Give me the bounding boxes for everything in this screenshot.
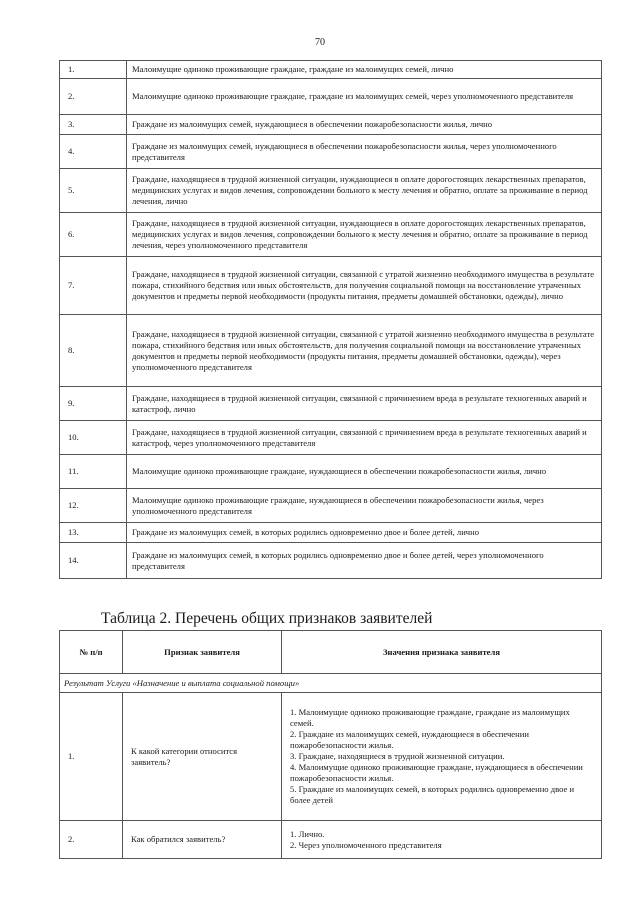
row-number: 11. bbox=[60, 455, 127, 489]
row-values bbox=[282, 821, 602, 859]
section-title: Результат Услуги «Назначение и выплата социальной помощи» bbox=[60, 674, 602, 693]
row-text: Граждане из малоимущих семей, в которых родились одновременно двое и более детей, лично bbox=[127, 523, 602, 543]
table-row bbox=[60, 115, 602, 135]
table-row bbox=[60, 543, 602, 579]
table-row bbox=[60, 693, 602, 821]
table-row bbox=[60, 257, 602, 315]
row-text: Граждане из малоимущих семей, нуждающиеся в обеспечении пожаробезопасности жилья, через уполномоченного представителя bbox=[127, 135, 602, 169]
row-number: 1. bbox=[60, 61, 127, 79]
row-text: Малоимущие одиноко проживающие граждане, граждане из малоимущих семей, лично bbox=[127, 61, 602, 79]
row-text: Граждане, находящиеся в трудной жизненной ситуации, связанной с причинением вреда в результате техногенных аварий и катастроф, через уполномоченного представителя bbox=[127, 421, 602, 455]
table-row bbox=[60, 61, 602, 79]
value-option: 1. Малоимущие одиноко проживающие граждане, граждане из малоимущих семей. bbox=[290, 707, 570, 728]
table-row bbox=[60, 135, 602, 169]
row-number: 1. bbox=[60, 693, 123, 821]
row-text: Малоимущие одиноко проживающие граждане, нуждающиеся в обеспечении пожаробезопасности жилья, лично bbox=[127, 455, 602, 489]
row-number: 5. bbox=[60, 169, 127, 213]
applicant-features-table bbox=[59, 630, 602, 859]
section-row bbox=[60, 674, 602, 693]
value-option: 5. Граждане из малоимущих семей, в которых родились одновременно двое и более детей bbox=[290, 784, 575, 805]
row-text: Граждане, находящиеся в трудной жизненной ситуации, связанной с утратой жизненно необходимого имущества в результате пожара, стихийного бедствия или иных обстоятельств, для получения социальной помощи на восстановление утраченных документов и предметы первой необходимости (продукты питания, предметы домашней обстановки, одежды), лично bbox=[127, 257, 602, 315]
row-number: 10. bbox=[60, 421, 127, 455]
table-row bbox=[60, 79, 602, 115]
value-option: 1. Лично. bbox=[290, 828, 325, 839]
row-values bbox=[282, 693, 602, 821]
table2-title: Таблица 2. Перечень общих признаков заявителей bbox=[101, 610, 433, 627]
row-number: 7. bbox=[60, 257, 127, 315]
row-text: Граждане, находящиеся в трудной жизненной ситуации, нуждающиеся в оплате дорогостоящих лекарственных препаратов, медицинских услугах и видов лечения, сопровождении больного к месту лечения и обратно, оплате за проживание в период лечения, лично bbox=[127, 169, 602, 213]
table-row bbox=[60, 169, 602, 213]
row-text: Граждане, находящиеся в трудной жизненной ситуации, связанной с причинением вреда в результате техногенных аварий и катастроф, лично bbox=[127, 387, 602, 421]
row-number: 3. bbox=[60, 115, 127, 135]
row-number: 9. bbox=[60, 387, 127, 421]
row-text: Граждане из малоимущих семей, нуждающиеся в обеспечении пожаробезопасности жилья, лично bbox=[127, 115, 602, 135]
column-header-values: Значения признака заявителя bbox=[282, 631, 602, 674]
row-number: 8. bbox=[60, 315, 127, 387]
row-text: Граждане из малоимущих семей, в которых родились одновременно двое и более детей, через уполномоченного представителя bbox=[127, 543, 602, 579]
applicant-variants-table bbox=[59, 60, 602, 579]
row-number: 6. bbox=[60, 213, 127, 257]
value-option: 2. Через уполномоченного представителя bbox=[290, 839, 442, 850]
row-number: 2. bbox=[60, 821, 123, 859]
table-row bbox=[60, 821, 602, 859]
table-row bbox=[60, 455, 602, 489]
column-header-number: № п/п bbox=[60, 631, 123, 674]
row-number: 12. bbox=[60, 489, 127, 523]
table-row bbox=[60, 387, 602, 421]
table-row bbox=[60, 489, 602, 523]
table-row bbox=[60, 213, 602, 257]
value-option: 4. Малоимущие одиноко проживающие граждане, нуждающиеся в обеспечении пожаробезопасности жилья. bbox=[290, 762, 583, 783]
table-row bbox=[60, 421, 602, 455]
table-row bbox=[60, 315, 602, 387]
row-number: 14. bbox=[60, 543, 127, 579]
table-header-row bbox=[60, 631, 602, 674]
row-question: Как обратился заявитель? bbox=[123, 821, 282, 859]
value-option: 2. Граждане из малоимущих семей, нуждающиеся в обеспечении пожаробезопасности жилья. bbox=[290, 729, 529, 750]
row-text: Малоимущие одиноко проживающие граждане, нуждающиеся в обеспечении пожаробезопасности жилья, через уполномоченного представителя bbox=[127, 489, 602, 523]
row-number: 2. bbox=[60, 79, 127, 115]
column-header-feature: Признак заявителя bbox=[123, 631, 282, 674]
row-number: 4. bbox=[60, 135, 127, 169]
value-option: 3. Граждане, находящиеся в трудной жизненной ситуации. bbox=[290, 751, 505, 761]
row-text: Малоимущие одиноко проживающие граждане, граждане из малоимущих семей, через уполномоченного представителя bbox=[127, 79, 602, 115]
row-text: Граждане, находящиеся в трудной жизненной ситуации, нуждающиеся в оплате дорогостоящих лекарственных препаратов, медицинских услугах и видов лечения, сопровождении больного к месту лечения и обратно, оплате за проживание в период лечения, через уполномоченного представителя bbox=[127, 213, 602, 257]
row-number: 13. bbox=[60, 523, 127, 543]
table-row bbox=[60, 523, 602, 543]
row-text: Граждане, находящиеся в трудной жизненной ситуации, связанной с утратой жизненно необходимого имущества в результате пожара, стихийного бедствия или иных обстоятельств, для получения социальной помощи на восстановление утраченных документов и предметы первой необходимости (продукты питания, предметы домашней обстановки, одежды), через уполномоченного представителя bbox=[127, 315, 602, 387]
row-question: К какой категории относится заявитель? bbox=[123, 693, 282, 821]
page-number: 70 bbox=[315, 37, 325, 48]
